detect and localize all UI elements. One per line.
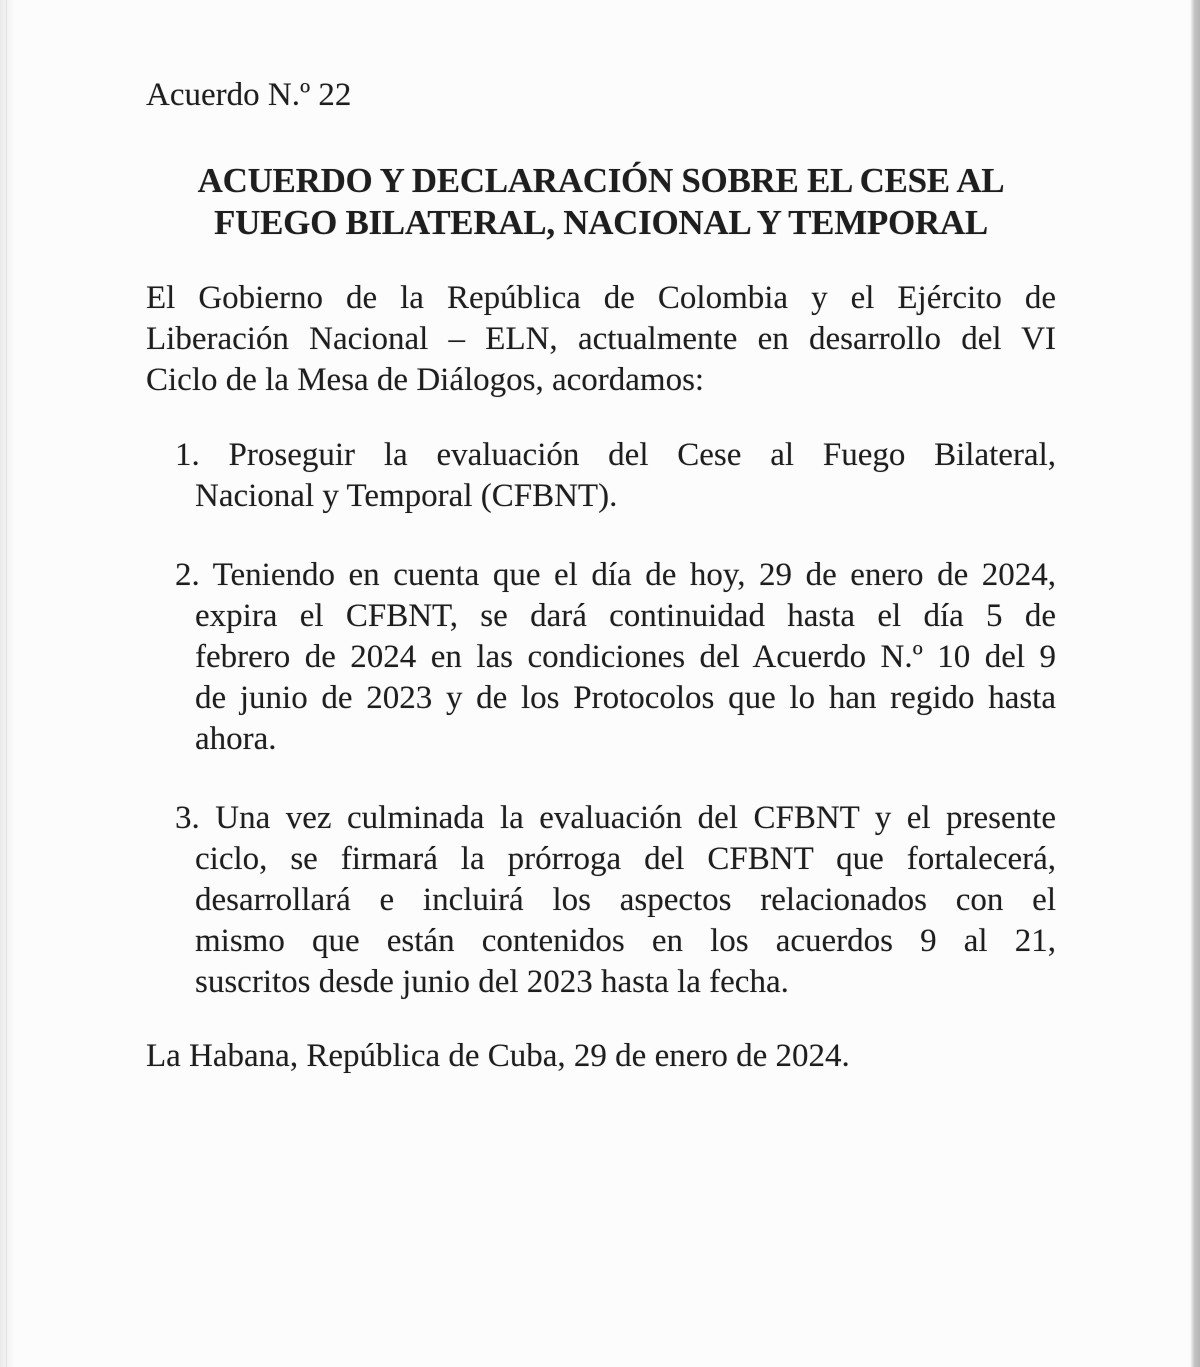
text-line: 1. Proseguir la evaluación del Cese al Fuego Bilateral, bbox=[175, 437, 1056, 473]
document-title bbox=[146, 160, 1056, 244]
agreement-item-1 bbox=[175, 435, 1056, 517]
text-line: El Gobierno de la República de Colombia y el Ejército de bbox=[146, 280, 1056, 316]
text-line: Nacional y Temporal (CFBNT). bbox=[195, 478, 618, 514]
text-line: ACUERDO Y DECLARACIÓN SOBRE EL CESE AL bbox=[197, 161, 1005, 200]
text-line: suscritos desde junio del 2023 hasta la fecha. bbox=[195, 964, 789, 1000]
text-line: ahora. bbox=[195, 721, 277, 757]
closing-dateline: La Habana, República de Cuba, 29 de enero de 2024. bbox=[146, 1038, 850, 1074]
text-line: ciclo, se firmará la prórroga del CFBNT que fortalecerá, bbox=[195, 841, 1056, 877]
intro-paragraph bbox=[146, 278, 1056, 401]
text-line: Ciclo de la Mesa de Diálogos, acordamos: bbox=[146, 362, 705, 398]
text-line: desarrollará e incluirá los aspectos relacionados con el bbox=[195, 882, 1056, 918]
agreement-items bbox=[146, 435, 1056, 1003]
text-line: FUEGO BILATERAL, NACIONAL Y TEMPORAL bbox=[214, 203, 988, 242]
text-line: febrero de 2024 en las condiciones del Acuerdo N.º 10 del 9 bbox=[195, 639, 1056, 675]
text-line: 2. Teniendo en cuenta que el día de hoy, 29 de enero de 2024, bbox=[175, 557, 1056, 593]
agreement-item-3 bbox=[175, 798, 1056, 1003]
document-number: Acuerdo N.º 22 bbox=[146, 77, 352, 113]
text-line: expira el CFBNT, se dará continuidad hasta el día 5 de bbox=[195, 598, 1056, 634]
text-line: Liberación Nacional – ELN, actualmente en desarrollo del VI bbox=[146, 321, 1056, 357]
text-line: 3. Una vez culminada la evaluación del CFBNT y el presente bbox=[175, 800, 1056, 836]
text-line: mismo que están contenidos en los acuerdos 9 al 21, bbox=[195, 923, 1056, 959]
text-line: de junio de 2023 y de los Protocolos que lo han regido hasta bbox=[195, 680, 1056, 716]
agreement-item-2 bbox=[175, 555, 1056, 760]
